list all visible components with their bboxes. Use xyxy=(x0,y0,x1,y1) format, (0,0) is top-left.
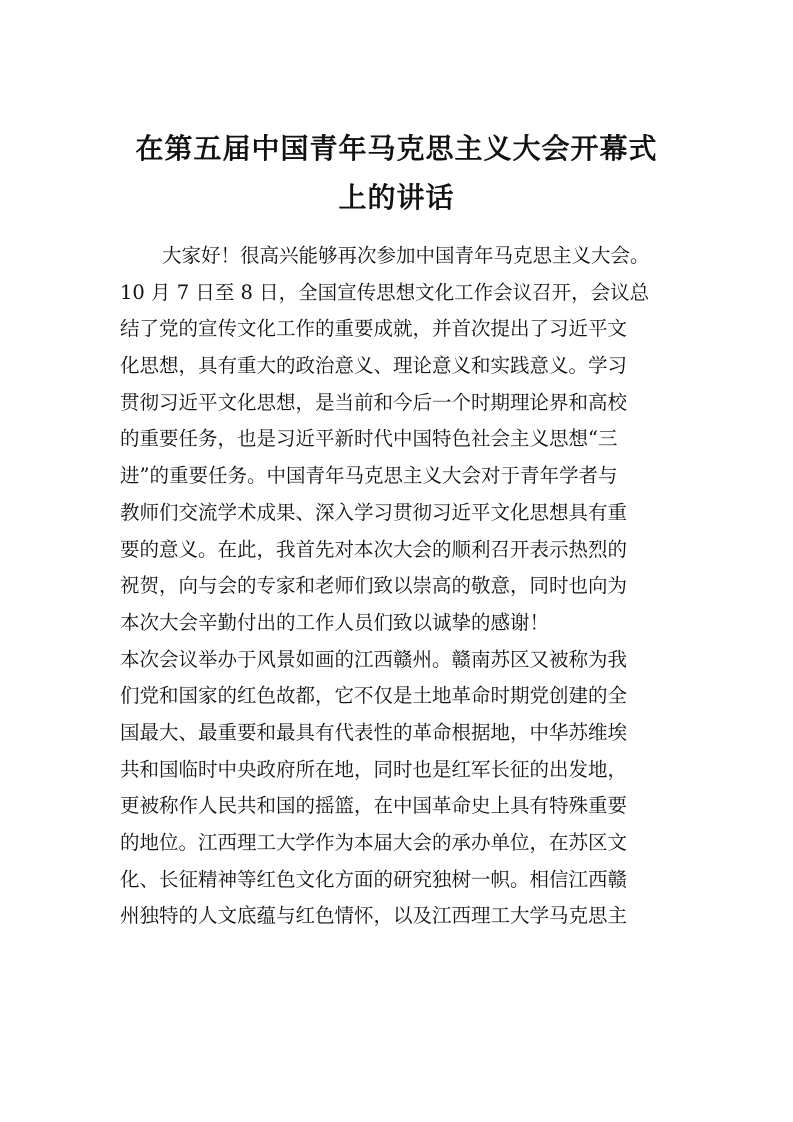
paragraph-line: 的地位。江西理工大学作为本届大会的承办单位，在苏区文 xyxy=(120,831,628,854)
paragraph-line: 大家好！很高兴能够再次参加中国青年马克思主义大会。 xyxy=(162,244,650,267)
paragraph-line: 共和国临时中央政府所在地，同时也是红军长征的出发地， xyxy=(120,757,628,781)
document-title-line-2: 上的讲话 xyxy=(338,181,455,214)
paragraph-line: 教师们交流学术成果、深入学习贯彻习近平文化思想具有重 xyxy=(120,500,628,524)
paragraph-line: 更被称作人民共和国的摇篮，在中国革命史上具有特殊重要 xyxy=(120,794,628,818)
paragraph-line: 本次大会辛勤付出的工作人员们致以诚挚的感谢！ xyxy=(120,610,550,634)
paragraph-line: 化思想，具有重大的政治意义、理论意义和实践意义。学习 xyxy=(120,354,628,378)
paragraph-1 xyxy=(120,238,680,642)
paragraph-2 xyxy=(120,642,680,936)
paragraph-line: 结了党的宣传文化工作的重要成就，并首次提出了习近平文 xyxy=(120,317,628,341)
paragraph-line: 10 月 7 日至 8 日，全国宣传思想文化工作会议召开，会议总 xyxy=(120,280,650,304)
document-body xyxy=(120,238,680,935)
document-title-line-1: 在第五届中国青年马克思主义大会开幕式 xyxy=(135,132,658,165)
paragraph-line: 要的意义。在此，我首先对本次大会的顺利召开表示热烈的 xyxy=(120,537,628,561)
paragraph-line: 贯彻习近平文化思想，是当前和今后一个时期理论界和高校 xyxy=(120,390,628,414)
paragraph-line: 国最大、最重要和最具有代表性的革命根据地，中华苏维埃 xyxy=(120,720,628,744)
paragraph-line: 本次会议举办于风景如画的江西赣州。赣南苏区又被称为我 xyxy=(120,647,628,671)
paragraph-line: 化、长征精神等红色文化方面的研究独树一帜。相信江西赣 xyxy=(120,867,628,891)
paragraph-line: 州独特的人文底蕴与红色情怀，以及江西理工大学马克思主 xyxy=(120,904,628,928)
paragraph-line: 进”的重要任务。中国青年马克思主义大会对于青年学者与 xyxy=(120,464,618,488)
paragraph-line: 们党和国家的红色故都，它不仅是土地革命时期党创建的全 xyxy=(120,684,628,708)
paragraph-line: 祝贺，向与会的专家和老师们致以崇高的敬意，同时也向为 xyxy=(120,574,628,598)
paragraph-line: 的重要任务，也是习近平新时代中国特色社会主义思想“三 xyxy=(120,427,618,451)
